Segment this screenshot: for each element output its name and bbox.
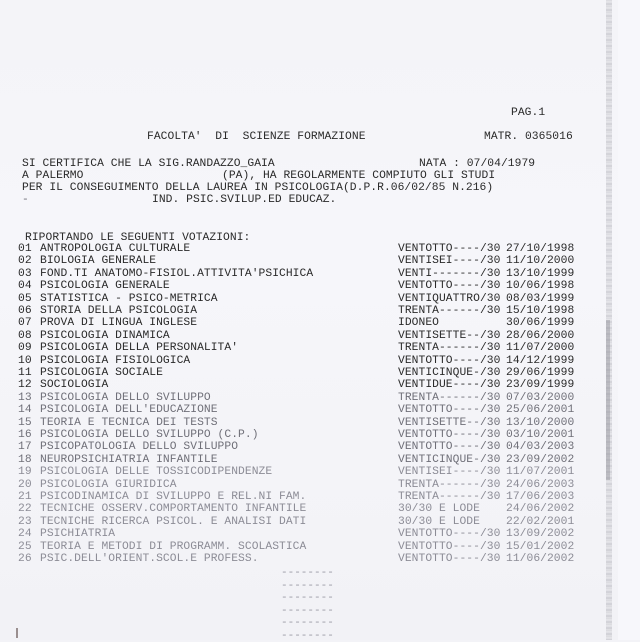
- exam-name: PSICOLOGIA DINAMICA: [40, 329, 170, 342]
- exam-grade: VENTOTTO----/30: [398, 429, 501, 441]
- exam-name: PSICOLOGIA GIURIDICA: [40, 478, 177, 491]
- empty-slot: --------: [281, 604, 334, 617]
- exam-date: 11/07/2000: [506, 342, 575, 355]
- intro-dash: -: [22, 194, 29, 206]
- exam-date: 15/01/2002: [506, 540, 575, 553]
- exam-grade: VENTOTTO----/30: [398, 528, 501, 541]
- exam-name: SOCIOLOGIA: [40, 379, 109, 392]
- exam-date: 10/06/1998: [506, 280, 575, 293]
- exam-number: 19: [18, 466, 32, 479]
- exam-grade: VENTOTTO----/30: [398, 354, 501, 367]
- exam-name: TEORIA E TECNICA DEI TESTS: [40, 416, 218, 429]
- exam-number: 01: [18, 243, 32, 255]
- exam-grade: VENTISETTE--/30: [398, 416, 501, 429]
- intro-line-3: PER IL CONSEGUIMENTO DELLA LAUREA IN PSICOLOGIA(D.P.R.06/02/85 N.216): [22, 182, 494, 194]
- exam-number: 12: [18, 379, 32, 392]
- exam-name: PSICODINAMICA DI SVILUPPO E REL.NI FAM.: [40, 491, 307, 503]
- exam-name: PSIC.DELL'ORIENT.SCOL.E PROFESS.: [40, 553, 259, 565]
- exam-number: 05: [18, 292, 32, 305]
- exam-grade: TRENTA------/30: [398, 305, 501, 317]
- exam-date: 24/06/2002: [506, 503, 575, 516]
- exam-name: TECNICHE RICERCA PSICOL. E ANALISI DATI: [40, 515, 307, 528]
- exam-date: 13/10/2000: [506, 416, 575, 429]
- exam-number: 02: [18, 255, 32, 268]
- exam-name: STATISTICA - PSICO-METRICA: [40, 292, 218, 305]
- exam-name: PSICOLOGIA SOCIALE: [40, 367, 163, 379]
- exam-date: 13/10/1999: [506, 267, 575, 280]
- exam-date: 03/10/2001: [506, 429, 575, 441]
- exam-date: 23/09/2002: [506, 453, 575, 466]
- exam-name: PSICOLOGIA DELLO SVILUPPO: [40, 391, 211, 404]
- exam-name: TECNICHE OSSERV.COMPORTAMENTO INFANTILE: [40, 503, 307, 516]
- exam-grade: VENTOTTO----/30: [398, 280, 501, 293]
- empty-slot: --------: [281, 567, 334, 579]
- exam-name: PSICOLOGIA GENERALE: [40, 280, 170, 293]
- exam-number: 17: [18, 441, 32, 454]
- exam-grade: IDONEO: [398, 317, 439, 330]
- intro-birthplace: A PALERMO: [22, 170, 84, 182]
- exam-grade: VENTOTTO----/30: [398, 540, 501, 553]
- exam-number: 22: [18, 503, 32, 516]
- exam-date: 11/06/2002: [506, 553, 575, 565]
- exam-name: PSICOLOGIA FISIOLOGICA: [40, 354, 191, 367]
- exam-name: PSICOLOGIA DELLA PERSONALITA': [40, 342, 239, 355]
- exam-name: ANTROPOLOGIA CULTURALE: [40, 243, 191, 255]
- exam-date: 14/12/1999: [506, 354, 575, 367]
- exam-grade: TRENTA------/30: [398, 342, 501, 355]
- exam-grade: VENTOTTO----/30: [398, 553, 501, 565]
- matricola: MATR. 0365016: [484, 131, 573, 143]
- intro-line-1: SI CERTIFICA CHE LA SIG.RANDAZZO_GAIA: [22, 158, 275, 170]
- exam-name: TEORIA E METODI DI PROGRAMM. SCOLASTICA: [40, 540, 307, 553]
- grades-heading: RIPORTANDO LE SEGUENTI VOTAZIONI:: [25, 232, 251, 244]
- exam-grade: VENTICINQUE-/30: [398, 367, 501, 379]
- exam-grade: VENTISEI----/30: [398, 466, 501, 479]
- birth-date: NATA : 07/04/1979: [419, 158, 536, 170]
- exam-number: 25: [18, 540, 32, 553]
- exam-date: 30/06/1999: [506, 317, 575, 330]
- exam-date: 08/03/1999: [506, 292, 575, 305]
- exam-number: 07: [18, 317, 32, 330]
- exam-number: 08: [18, 329, 32, 342]
- exam-name: NEUROPSICHIATRIA INFANTILE: [40, 453, 218, 466]
- exam-number: 04: [18, 280, 32, 293]
- exam-date: 23/09/1999: [506, 379, 575, 392]
- exam-date: 07/03/2000: [506, 391, 575, 404]
- exam-number: 13: [18, 391, 32, 404]
- exam-date: 13/09/2002: [506, 528, 575, 541]
- exam-grade: 30/30 E LODE: [398, 503, 480, 516]
- exam-date: 24/06/2003: [506, 478, 575, 491]
- exam-date: 11/07/2001: [506, 466, 575, 479]
- exam-date: 28/06/2000: [506, 329, 575, 342]
- exam-number: 10: [18, 354, 32, 367]
- exam-grade: VENTISEI----/30: [398, 255, 501, 268]
- exam-number: 21: [18, 491, 32, 503]
- intro-line-2: (PA), HA REGOLARMENTE COMPIUTO GLI STUDI: [222, 170, 496, 182]
- curriculum: IND. PSIC.SVILUP.ED EDUCAZ.: [152, 194, 337, 206]
- exam-name: BIOLOGIA GENERALE: [40, 255, 157, 268]
- exam-name: PSICOPATOLOGIA DELLO SVILUPPO: [40, 441, 239, 454]
- empty-slot: --------: [281, 629, 334, 642]
- exam-date: 15/10/1998: [506, 305, 575, 317]
- exam-number: 23: [18, 515, 32, 528]
- exam-grade: TRENTA------/30: [398, 391, 501, 404]
- exam-date: 17/06/2003: [506, 491, 575, 503]
- exam-grade: VENTOTTO----/30: [398, 243, 501, 255]
- exam-date: 29/06/1999: [506, 367, 575, 379]
- exam-number: 03: [18, 267, 32, 280]
- exam-name: PROVA DI LINGUA INGLESE: [40, 317, 198, 330]
- exam-grade: VENTIDUE----/30: [398, 379, 501, 392]
- empty-slot: --------: [281, 592, 334, 604]
- exam-date: 22/02/2001: [506, 515, 575, 528]
- empty-slot: --------: [281, 579, 334, 592]
- faculty-title: FACOLTA' DI SCIENZE FORMAZIONE: [147, 131, 366, 143]
- exam-grade: 30/30 E LODE: [398, 515, 480, 528]
- exam-date: 11/10/2000: [506, 255, 575, 268]
- exam-name: PSICHIATRIA: [40, 528, 116, 541]
- exam-number: 11: [18, 367, 32, 379]
- exam-number: 14: [18, 404, 32, 417]
- scan-edge-shadow: [606, 320, 610, 480]
- exam-grade: TRENTA------/30: [398, 478, 501, 491]
- exam-date: 04/03/2003: [506, 441, 575, 454]
- exam-number: 09: [18, 342, 32, 355]
- exam-grade: TRENTA------/30: [398, 491, 501, 503]
- exam-grade: VENTOTTO----/30: [398, 441, 501, 454]
- exam-number: 18: [18, 453, 32, 466]
- exam-name: FOND.TI ANATOMO-FISIOL.ATTIVITA'PSICHICA: [40, 267, 314, 280]
- empty-slot: --------: [281, 617, 334, 629]
- exam-number: 24: [18, 528, 32, 541]
- exam-name: STORIA DELLA PSICOLOGIA: [40, 305, 198, 317]
- exam-number: 26: [18, 553, 32, 565]
- exam-name: PSICOLOGIA DELLO SVILUPPO (C.P.): [40, 429, 259, 441]
- exam-grade: VENTI-------/30: [398, 267, 501, 280]
- page-number: PAG.1: [511, 107, 546, 119]
- exam-grade: VENTICINQUE-/30: [398, 453, 501, 466]
- exam-number: 20: [18, 478, 32, 491]
- exam-number: 15: [18, 416, 32, 429]
- exam-number: 06: [18, 305, 32, 317]
- exam-date: 25/06/2001: [506, 404, 575, 417]
- exam-grade: VENTIQUATTRO/30: [398, 292, 501, 305]
- exam-name: PSICOLOGIA DELL'EDUCAZIONE: [40, 404, 218, 417]
- exam-name: PSICOLOGIA DELLE TOSSICODIPENDENZE: [40, 466, 273, 479]
- scan-margin: [618, 0, 640, 640]
- exam-date: 27/10/1998: [506, 243, 575, 255]
- exam-number: 16: [18, 429, 32, 441]
- scan-mark: [16, 628, 18, 638]
- exam-grade: VENTOTTO----/30: [398, 404, 501, 417]
- exam-grade: VENTISETTE--/30: [398, 329, 501, 342]
